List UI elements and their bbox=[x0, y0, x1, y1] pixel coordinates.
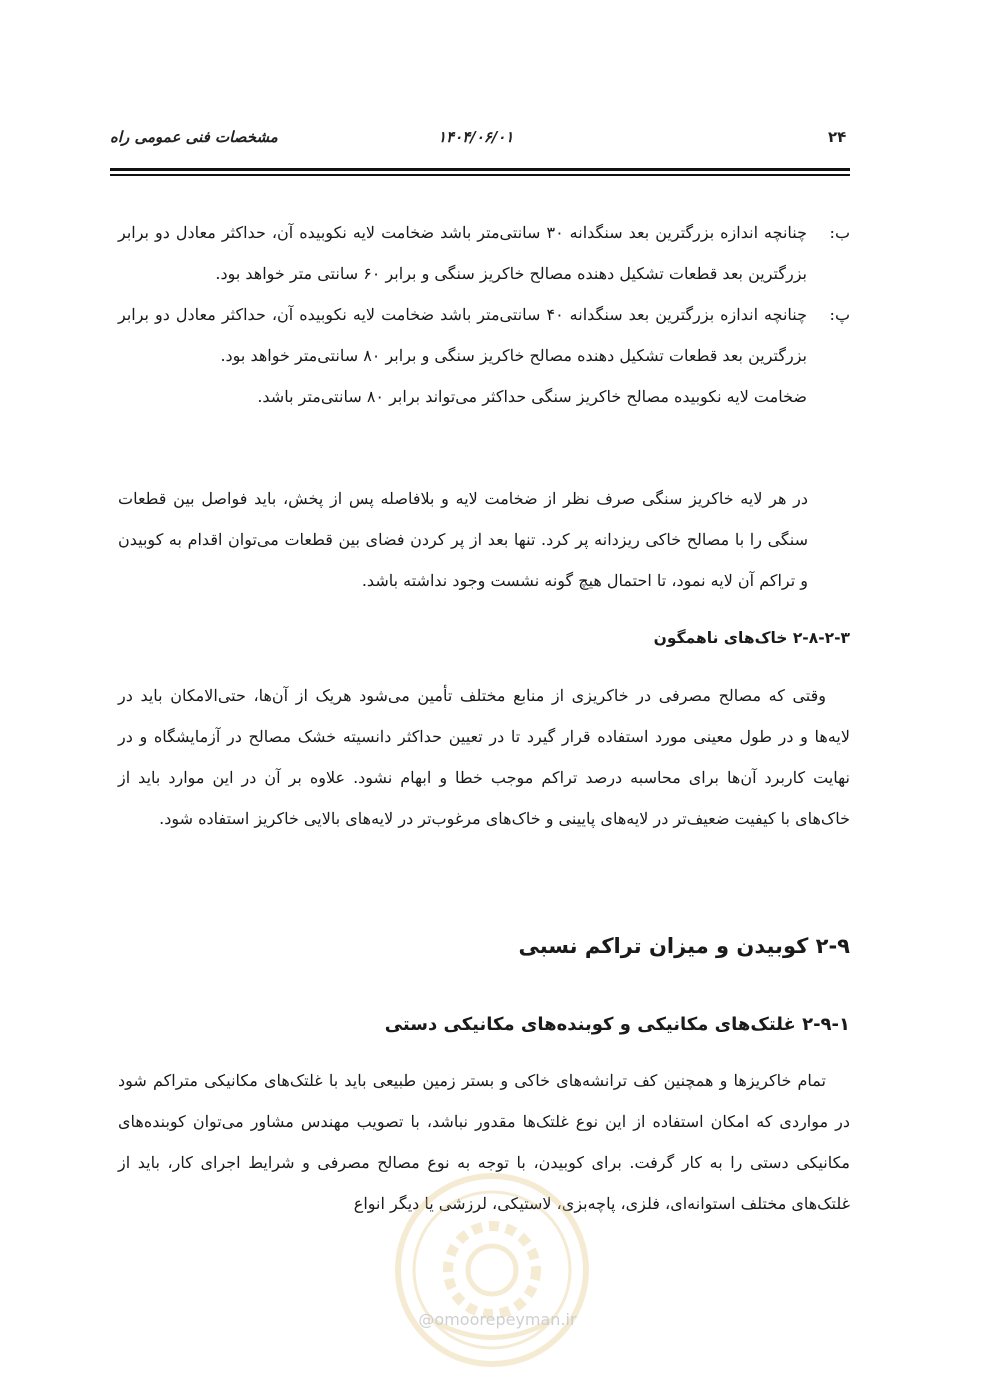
list-marker: ب: bbox=[829, 223, 850, 242]
list-block bbox=[118, 212, 850, 417]
paragraph-layers-block bbox=[118, 478, 808, 601]
list-marker: پ: bbox=[829, 305, 850, 324]
header-date: ۱۴۰۴/۰۶/۰۱ bbox=[438, 128, 514, 146]
paragraph-heterogeneous-block bbox=[118, 675, 850, 839]
paragraph-rollers: تمام خاکریزها و همچنین کف ترانشه‌های خاکی و بستر زمین طبیعی باید با غلتک‌های مکانیکی متراکم شود در مواردی که امکان استفاده از این نوع غلتک‌ها مقدور نباشد، با تصویب مهندس مشاور می‌توان کوبنده‌های مکانیکی دستی را به کار گرفت. برای کوبیدن، با توجه به نوع مصالح مصرفی و شرایط اجرای کار، باید از غلتک‌های مختلف استوانه‌ای، فلزی، پاچه‌بزی، لاستیکی، لرزشی یا دیگر انواع bbox=[118, 1071, 851, 1213]
header-divider-thin bbox=[110, 174, 850, 176]
list-item-note: ضخامت لایه نکوبیده مصالح خاکریز سنگی حداکثر می‌تواند برابر ۸۰ سانتی‌متر باشد. bbox=[257, 387, 807, 406]
header-title: مشخصات فنی عمومی راه bbox=[110, 128, 278, 146]
heading-2-8-2-3: ۲-۸-۲-۳ خاک‌های ناهمگون bbox=[653, 629, 850, 647]
list-item-p bbox=[118, 294, 850, 417]
watermark-text: @omoorepeyman.ir bbox=[418, 1310, 577, 1329]
heading-2-9-1: ۲-۹-۱ غلتک‌های مکانیکی و کوبنده‌های مکانیکی دستی bbox=[384, 1014, 850, 1035]
page-number: ۲۴ bbox=[828, 128, 847, 146]
list-item-b bbox=[118, 212, 850, 294]
paragraph-heterogeneous: وقتی که مصالح مصرفی در خاکریزی از منابع مختلف تأمین می‌شود هریک از آن‌ها، حتی‌الامکان باید در لایه‌ها و در طول معینی مورد استفاده قرار گیرد تا در تعیین حداکثر دانسیته خشک مصالح در آزمایشگاه و در نهایت کاربرد آن‌ها برای محاسبه درصد تراکم موجب خطا و ابهام نشود. علاوه بر آن در این موارد باید از خاک‌های با کیفیت ضعیف‌تر در لایه‌های پایینی و خاک‌های مرغوب‌تر در لایه‌های بالایی خاکریز استفاده شود. bbox=[118, 686, 850, 828]
watermark-seal-icon bbox=[392, 1170, 592, 1370]
paragraph-layers: در هر لایه خاکریز سنگی صرف نظر از ضخامت لایه و بلافاصله پس از پخش، باید فواصل بین قطعات سنگی را با مصالح خاکی ریزدانه پر کرد. تنها بعد از پر کردن فضای بین قطعات می‌توان اقدام به کوبیدن و تراکم آن لایه نمود، تا احتمال هیچ گونه نشست وجود نداشته باشد. bbox=[118, 489, 808, 590]
header-divider-thick bbox=[110, 168, 850, 171]
list-item-text: چنانچه اندازه بزرگترین بعد سنگدانه ۳۰ سانتی‌متر باشد ضخامت لایه نکوبیده آن، حداکثر معادل دو برابر بزرگترین بعد قطعات تشکیل دهنده مصالح خاکریز سنگی و برابر ۶۰ سانتی متر خواهد بود. bbox=[118, 223, 807, 283]
heading-2-9: ۲-۹ کوبیدن و میزان تراکم نسبی bbox=[518, 934, 850, 958]
list-item-text: چنانچه اندازه بزرگترین بعد سنگدانه ۴۰ سانتی‌متر باشد ضخامت لایه نکوبیده آن، حداکثر معادل دو برابر بزرگترین بعد قطعات تشکیل دهنده مصالح خاکریز سنگی و برابر ۸۰ سانتی‌متر خواهد بود. bbox=[118, 305, 807, 365]
